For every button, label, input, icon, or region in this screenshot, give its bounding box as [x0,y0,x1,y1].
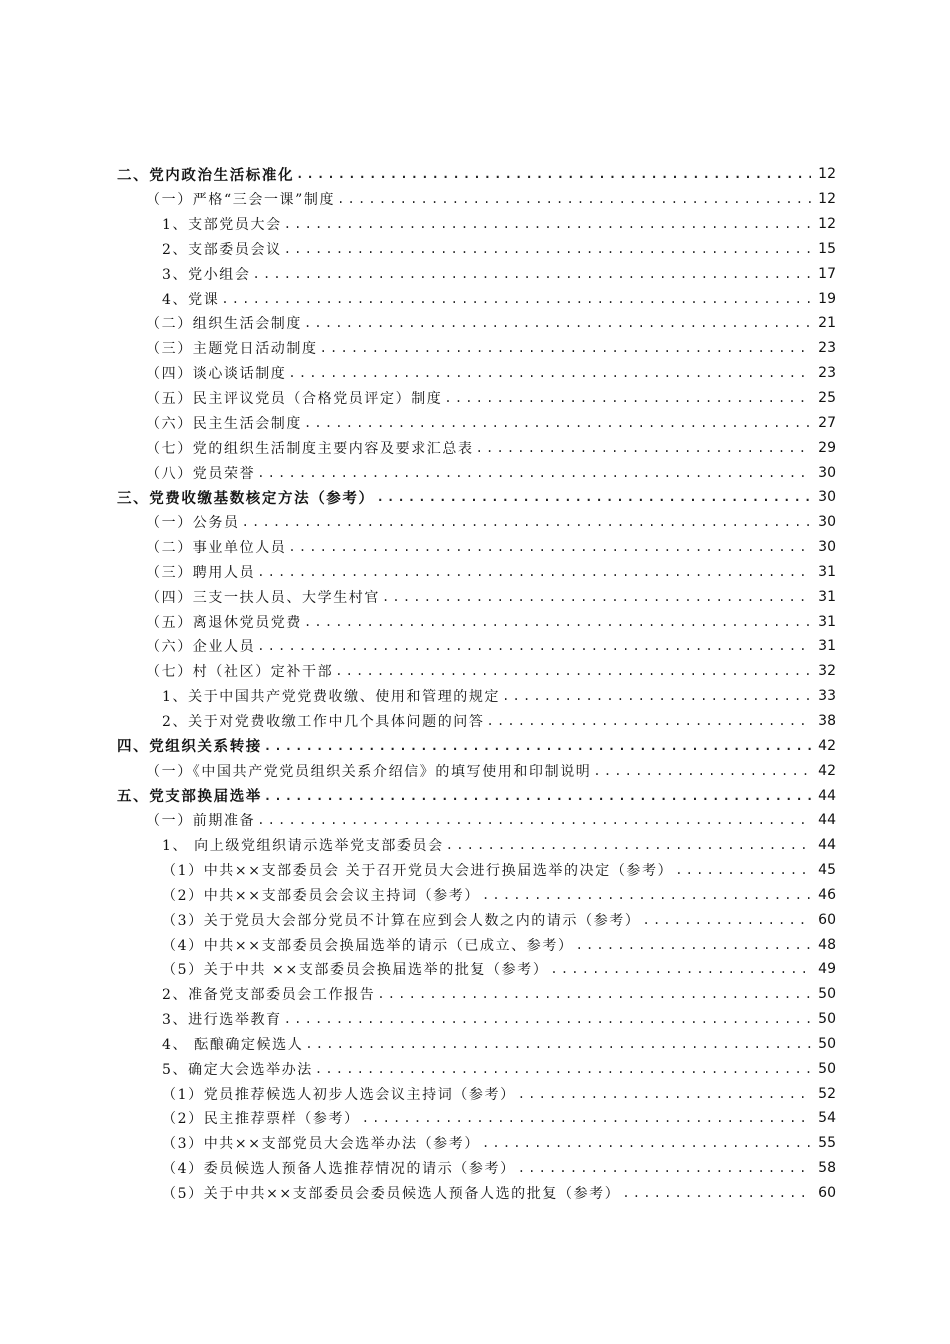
toc-entry-title: （3）中共××支部党员大会选举办法（参考） [162,1136,480,1153]
toc-entry-title: 3、进行选举教育 [162,1012,282,1029]
toc-entry-title: 3、党小组会 [162,266,251,283]
toc-dot-leader [550,962,811,976]
toc-entry[interactable] [0,808,950,833]
toc-dot-leader [257,565,811,579]
toc-entry-page-number: 50 [818,986,836,1003]
toc-dot-leader [362,1111,811,1125]
toc-entry[interactable] [0,957,950,982]
toc-entry[interactable] [0,1156,950,1181]
toc-entry-page-number: 60 [818,911,836,928]
toc-entry[interactable] [0,1106,950,1131]
toc-entry-title: （4）委员候选人预备人选推荐情况的请示（参考） [162,1161,516,1178]
toc-entry-page-number: 55 [818,1135,836,1152]
table-of-contents [0,162,950,1205]
toc-entry[interactable] [0,833,950,858]
toc-entry-page-number: 30 [818,464,836,481]
toc-dot-leader [284,217,811,231]
toc-dot-leader [284,1012,811,1026]
toc-entry-title: （七）党的组织生活制度主要内容及要求汇总表 [146,440,474,457]
toc-entry-page-number: 30 [818,514,836,531]
toc-entry[interactable] [0,634,950,659]
toc-entry-page-number: 42 [818,762,836,779]
toc-entry-title: （五）民主评议党员（合格党员评定）制度 [146,391,443,408]
toc-entry-page-number: 12 [818,166,836,183]
toc-dot-leader [242,515,811,529]
toc-entry-title: （二）组织生活会制度 [146,316,302,333]
toc-entry-page-number: 31 [818,613,836,630]
toc-entry-page-number: 49 [818,961,836,978]
toc-entry-title: （一）《中国共产党党员组织关系介绍信》的填写使用和印制说明 [146,763,592,780]
toc-entry-page-number: 30 [818,539,836,556]
toc-entry[interactable] [0,1032,950,1057]
toc-dot-leader [257,813,811,827]
toc-entry[interactable] [0,659,950,684]
toc-entry-title: （4）中共××支部委员会换届选举的请示（已成立、参考） [162,937,574,954]
toc-entry-page-number: 30 [818,489,836,506]
toc-dot-leader [377,490,811,504]
toc-entry[interactable] [0,858,950,883]
toc-entry[interactable] [0,1081,950,1106]
toc-dot-leader [304,416,811,430]
toc-entry-title: （七）村（社区）定补干部 [146,664,334,681]
toc-entry-title: （5）关于中共 ××支部委员会换届选举的批复（参考） [162,962,549,979]
toc-dot-leader [257,466,811,480]
toc-dot-leader [444,391,811,405]
toc-entry[interactable] [0,485,950,510]
toc-dot-leader [221,292,811,306]
toc-dot-leader [264,739,811,753]
toc-entry-page-number: 31 [818,588,836,605]
toc-entry[interactable] [0,982,950,1007]
toc-dot-leader [315,1062,811,1076]
toc-entry[interactable] [0,535,950,560]
toc-entry[interactable] [0,460,950,485]
toc-entry-title: （1）中共××支部委员会 关于召开党员大会进行换届选举的决定（参考） [162,863,674,880]
toc-entry[interactable] [0,410,950,435]
toc-dot-leader [284,242,811,256]
toc-entry-title: 2、准备党支部委员会工作报告 [162,987,376,1004]
toc-dot-leader [320,341,811,355]
toc-dot-leader [482,1136,811,1150]
toc-entry[interactable] [0,932,950,957]
toc-dot-leader [304,316,811,330]
toc-entry[interactable] [0,783,950,808]
toc-dot-leader [253,267,811,281]
toc-entry-title: 1、关于中国共产党党费收缴、使用和管理的规定 [162,689,501,706]
toc-entry[interactable] [0,237,950,262]
toc-entry-title: 二、党内政治生活标准化 [117,167,295,184]
toc-dot-leader [382,590,811,604]
toc-dot-leader [288,366,811,380]
toc-dot-leader [305,1037,811,1051]
toc-entry[interactable] [0,336,950,361]
toc-entry[interactable] [0,162,950,187]
toc-entry-title: （一）严格“三会一课”制度 [146,192,336,209]
toc-entry[interactable] [0,758,950,783]
toc-entry-title: 4、党课 [162,291,220,308]
toc-entry[interactable] [0,1056,950,1081]
toc-entry-page-number: 31 [818,563,836,580]
toc-dot-leader [264,789,811,803]
toc-dot-leader [482,888,811,902]
toc-entry-page-number: 60 [818,1185,836,1202]
toc-entry-title: （二）事业单位人员 [146,540,287,557]
toc-entry-title: （1）党员推荐候选人初步人选会议主持词（参考） [162,1086,516,1103]
toc-entry-page-number: 46 [818,886,836,903]
toc-entry-title: 1、支部党员大会 [162,217,282,234]
toc-entry-page-number: 50 [818,1011,836,1028]
toc-entry[interactable] [0,1131,950,1156]
toc-entry-title: （一）前期准备 [146,813,256,830]
toc-entry-title: （三）聘用人员 [146,564,256,581]
toc-entry-page-number: 52 [818,1085,836,1102]
toc-entry[interactable] [0,1007,950,1032]
toc-entry-page-number: 33 [818,688,836,705]
toc-dot-leader [502,689,811,703]
toc-entry-page-number: 23 [818,340,836,357]
toc-entry-page-number: 50 [818,1035,836,1052]
toc-entry-page-number: 12 [818,191,836,208]
toc-entry[interactable] [0,311,950,336]
toc-entry-title: （2）中共××支部委员会会议主持词（参考） [162,887,480,904]
toc-entry-title: （5）关于中共××支部委员会委员候选人预备人选的批复（参考） [162,1186,621,1203]
toc-entry[interactable] [0,1181,950,1206]
toc-entry[interactable] [0,684,950,709]
toc-entry[interactable] [0,584,950,609]
toc-entry-title: （3）关于党员大会部分党员不计算在应到会人数之内的请示（参考） [162,912,641,929]
toc-entry-title: （八）党员荣誉 [146,465,256,482]
toc-dot-leader [576,938,811,952]
toc-entry-title: 2、支部委员会议 [162,241,282,258]
toc-entry-title: （四）三支一扶人员、大学生村官 [146,589,380,606]
toc-dot-leader [257,639,811,653]
toc-dot-leader [304,615,811,629]
toc-entry[interactable] [0,733,950,758]
toc-entry-title: （四）谈心谈话制度 [146,366,287,383]
toc-entry-page-number: 21 [818,315,836,332]
toc-entry-title: （六）民主生活会制度 [146,415,302,432]
toc-entry[interactable] [0,286,950,311]
toc-entry-title: 三、党费收缴基数核定方法（参考） [117,490,375,507]
toc-entry-page-number: 42 [818,737,836,754]
toc-entry-page-number: 44 [818,837,836,854]
toc-dot-leader [643,913,811,927]
toc-dot-leader [335,664,811,678]
toc-entry[interactable] [0,435,950,460]
toc-entry-page-number: 58 [818,1160,836,1177]
toc-entry-page-number: 29 [818,439,836,456]
toc-entry[interactable] [0,709,950,734]
toc-dot-leader [377,987,811,1001]
toc-entry-page-number: 27 [818,414,836,431]
toc-entry-title: （三）主题党日活动制度 [146,341,318,358]
toc-entry[interactable] [0,386,950,411]
toc-entry[interactable] [0,907,950,932]
toc-entry-page-number: 38 [818,712,836,729]
toc-entry-title: 四、党组织关系转接 [117,739,262,756]
toc-entry-title: （2）民主推荐票样（参考） [162,1111,360,1128]
toc-dot-leader [518,1161,811,1175]
toc-entry-page-number: 31 [818,638,836,655]
toc-entry-title: （五）离退休党员党费 [146,614,302,631]
toc-entry-page-number: 15 [818,240,836,257]
toc-entry-page-number: 48 [818,936,836,953]
toc-entry-page-number: 17 [818,265,836,282]
toc-dot-leader [518,1087,811,1101]
toc-entry-page-number: 32 [818,663,836,680]
toc-entry-title: （一）公务员 [146,515,240,532]
toc-dot-leader [296,167,811,181]
toc-dot-leader [337,192,811,206]
toc-entry[interactable] [0,609,950,634]
toc-entry-page-number: 44 [818,787,836,804]
toc-entry-title: 1、 向上级党组织请示选举党支部委员会 [162,838,444,855]
toc-dot-leader [288,540,811,554]
toc-entry[interactable] [0,212,950,237]
toc-entry[interactable] [0,510,950,535]
toc-entry-title: 五、党支部换届选举 [117,789,262,806]
toc-dot-leader [675,863,811,877]
toc-entry-page-number: 23 [818,365,836,382]
toc-entry-page-number: 19 [818,290,836,307]
toc-entry-title: 2、关于对党费收缴工作中几个具体问题的问答 [162,713,485,730]
toc-entry-title: 5、确定大会选举办法 [162,1061,313,1078]
toc-entry-page-number: 54 [818,1110,836,1127]
toc-dot-leader [476,441,811,455]
toc-entry-title: （六）企业人员 [146,639,256,656]
toc-dot-leader [593,764,811,778]
toc-entry[interactable] [0,882,950,907]
toc-entry[interactable] [0,187,950,212]
toc-entry[interactable] [0,361,950,386]
toc-dot-leader [487,714,811,728]
toc-entry-page-number: 12 [818,216,836,233]
toc-entry-page-number: 25 [818,390,836,407]
toc-entry-page-number: 45 [818,862,836,879]
toc-dot-leader [446,838,811,852]
toc-entry-page-number: 44 [818,812,836,829]
toc-dot-leader [622,1186,811,1200]
toc-entry[interactable] [0,560,950,585]
toc-entry[interactable] [0,261,950,286]
toc-entry-title: 4、 酝酿确定候选人 [162,1036,304,1053]
toc-entry-page-number: 50 [818,1060,836,1077]
